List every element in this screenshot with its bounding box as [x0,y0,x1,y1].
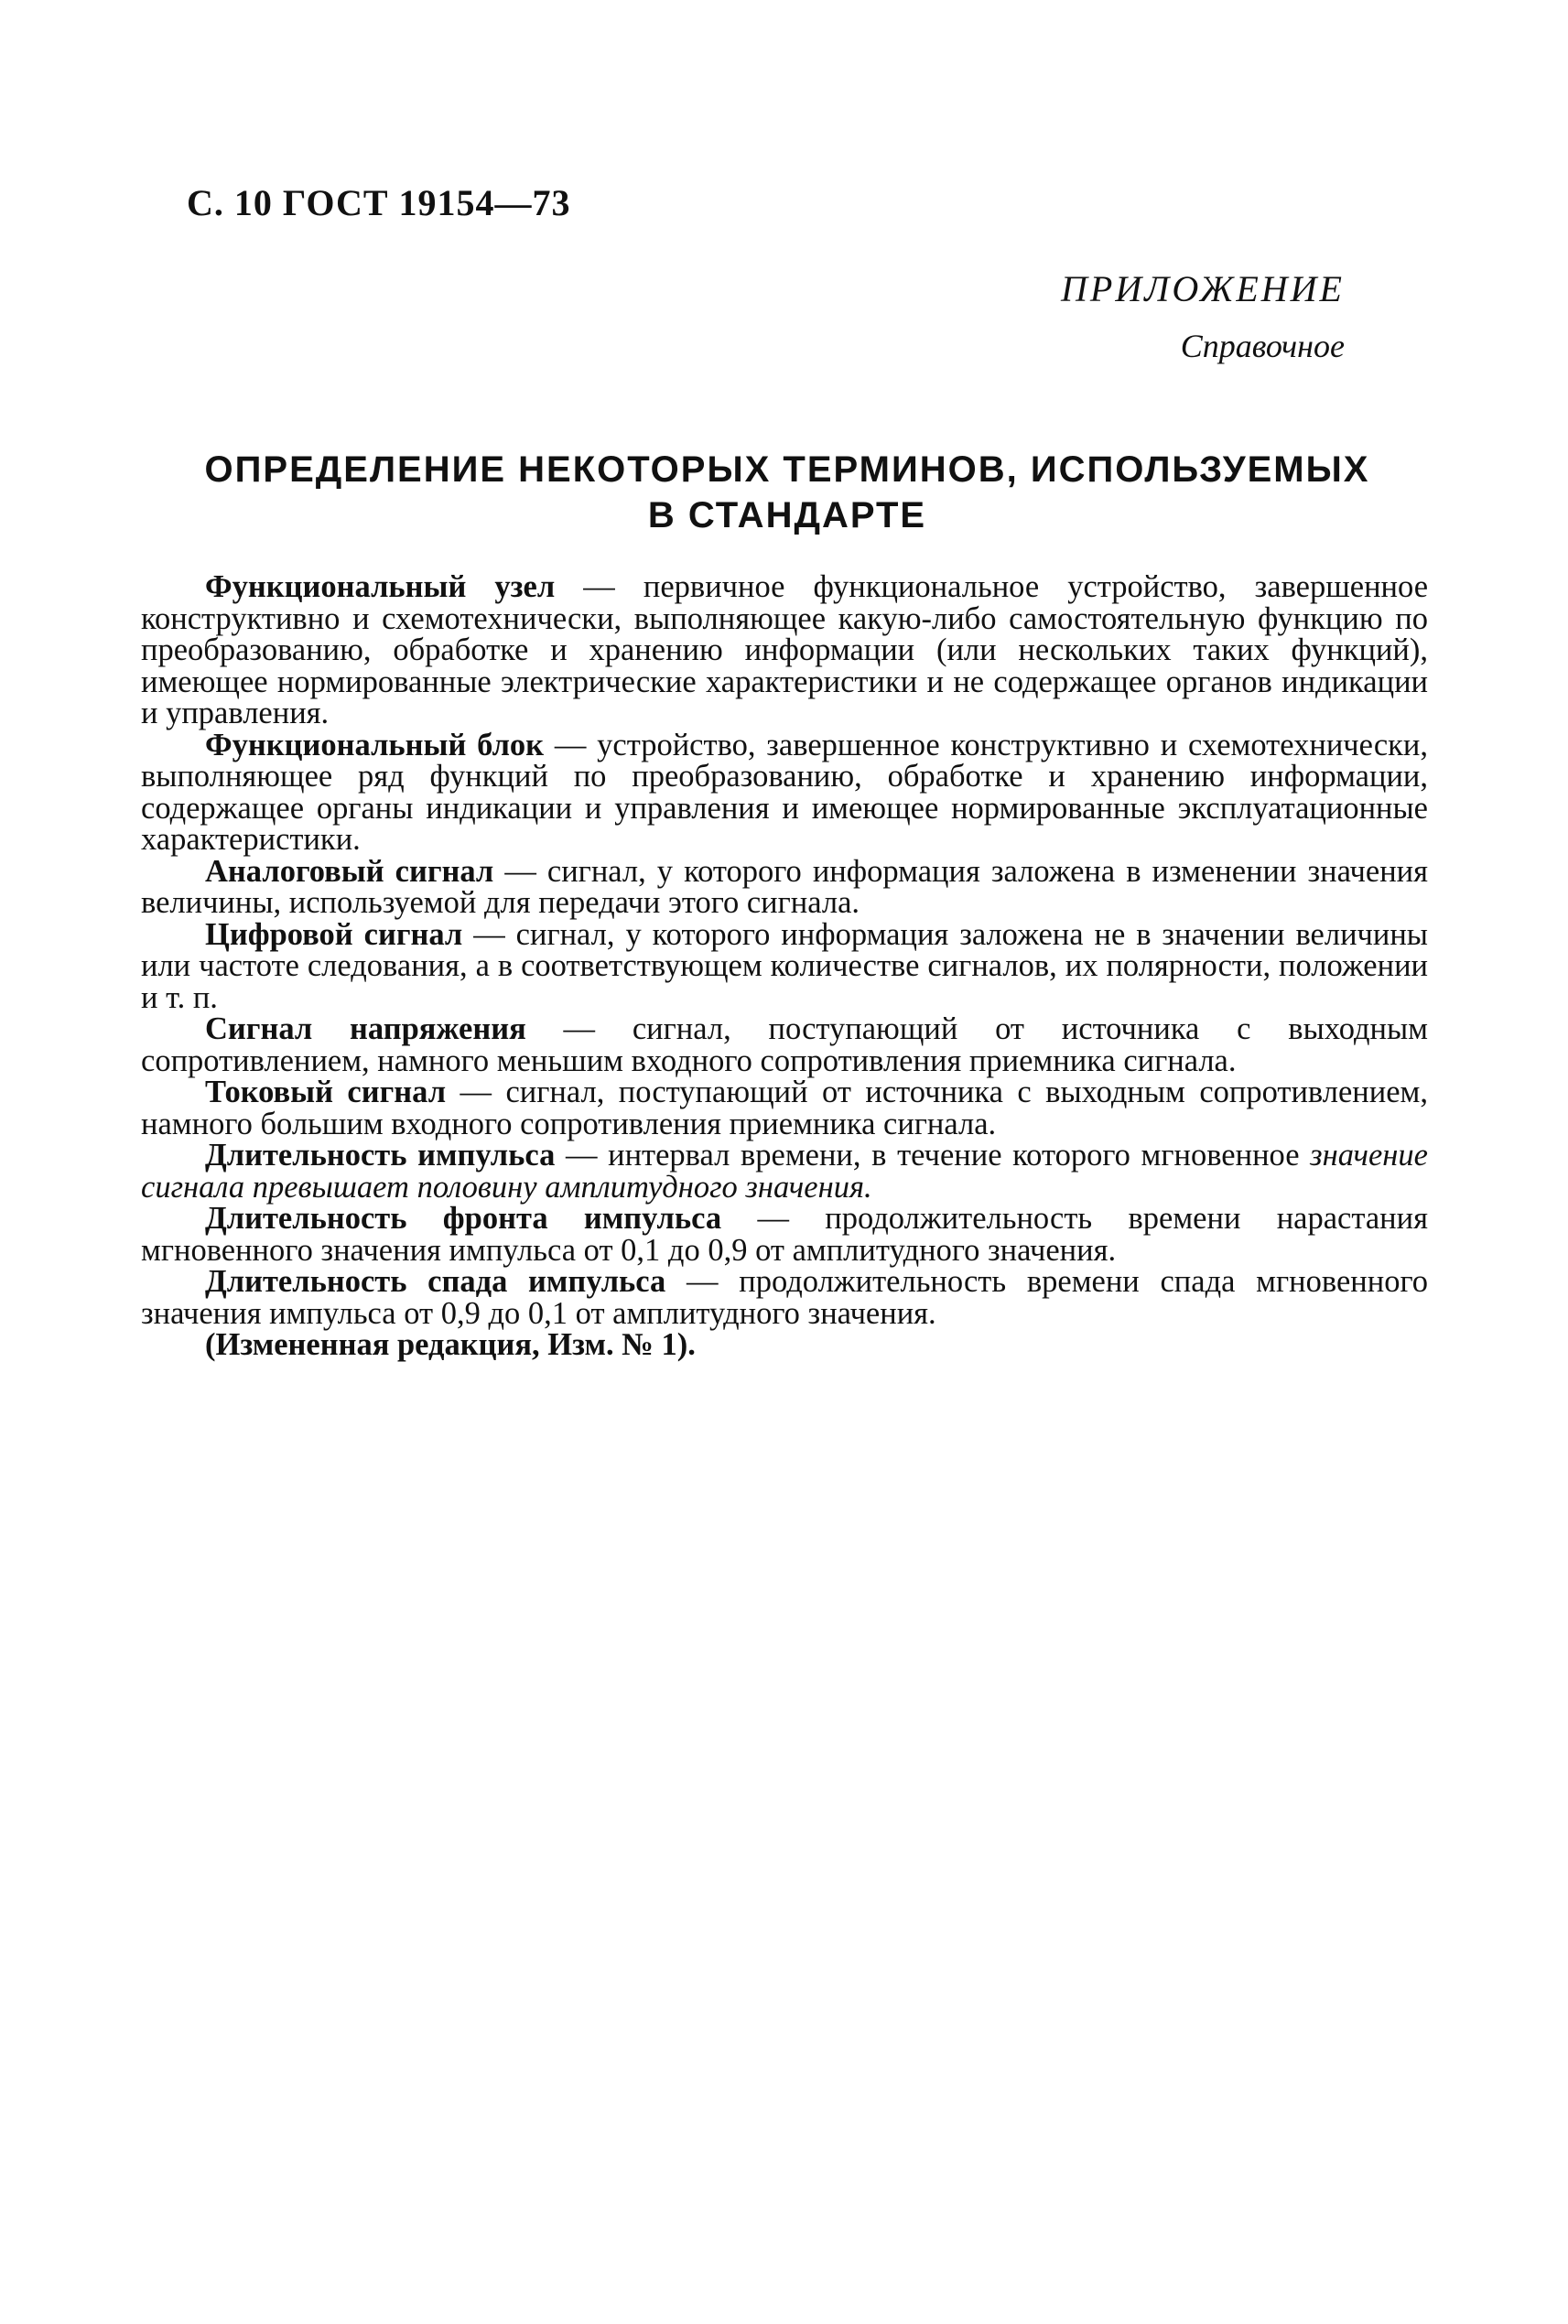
term-functional-unit [141,571,1428,730]
term-definition: — сигнал, поступающий от источника с выходным сопротивлением, намного меньшим входного сопротивления приемника сигнала. [141,1011,1428,1078]
term-definition: — интервал времени, в течение которого мгновенное [555,1138,1311,1173]
term-name: Длительность спада импульса [205,1264,666,1299]
page-header: С. 10 ГОСТ 19154—73 [187,182,571,223]
term-name: Токовый сигнал [205,1075,447,1109]
term-voltage-signal [141,1013,1428,1076]
term-definition: — продолжительность времени спада мгновенного значения импульса от 0,9 до 0,1 от амплитудного значения. [141,1264,1428,1331]
term-definition: — устройство, завершенное конструктивно и схемотехнически, выполняющее ряд функций по преобразованию, обработке и хранению информации, содержащее органы индикации и управления и имеющее нормированные эксплуатационные характеристики. [141,727,1428,857]
term-definition: — сигнал, у которого информация заложена в изменении значения величины, используемой для передачи этого сигнала. [141,853,1428,920]
term-definition: — продолжительность времени нарастания мгновенного значения импульса от 0,1 до 0,9 от амплитудного значения. [141,1201,1428,1268]
document-title [183,447,1391,538]
appendix-subtitle: Справочное [1180,328,1345,364]
term-name: Цифровой сигнал [205,916,463,952]
term-definition: — первичное функциональное устройство, завершенное конструктивно и схемотехнически, выполняющее какую-либо самостоятельную функцию по преобразованию, обработке и хранению информации (или нескольких таких функций), имеющее нормированные электрические характеристики и не содержащее органов индикации и управления. [141,569,1429,730]
term-name: Длительность импульса [205,1138,556,1173]
term-pulse-fall-time [141,1266,1428,1329]
term-name: Сигнал напряжения [205,1011,526,1046]
term-name: Длительность фронта импульса [205,1201,722,1236]
term-analog-signal [141,853,1428,920]
terms-list [141,571,1428,1361]
document-title-line-2: В СТАНДАРТЕ [647,495,927,535]
term-pulse-rise-time [141,1203,1428,1266]
appendix-title: ПРИЛОЖЕНИЕ [1061,268,1345,309]
term-definition-italic: значение сигнала превышает половину амплитудного значения. [141,1138,1428,1205]
term-name: Аналоговый сигнал [205,853,494,889]
revision-note: (Измененная редакция, Изм. № 1). [205,1327,696,1362]
document-title-line-1: ОПРЕДЕЛЕНИЕ НЕКОТОРЫХ ТЕРМИНОВ, ИСПОЛЬЗУЕМЫХ [204,449,1370,490]
term-name: Функциональный узел [205,569,556,604]
appendix-label [1061,264,1345,372]
term-functional-block [141,727,1428,857]
term-digital-signal [141,916,1428,1015]
term-definition: — сигнал, у которого информация заложена не в значении величины или частоте следования, а в соответствующем количестве сигналов, их полярности, положении и т. п. [141,916,1428,1015]
term-current-signal [141,1076,1428,1140]
term-definition: — сигнал, поступающий от источника с выходным сопротивлением, намного большим входного сопротивления приемника сигнала. [141,1075,1428,1141]
term-name: Функциональный блок [205,727,545,762]
term-pulse-duration [141,1140,1428,1203]
